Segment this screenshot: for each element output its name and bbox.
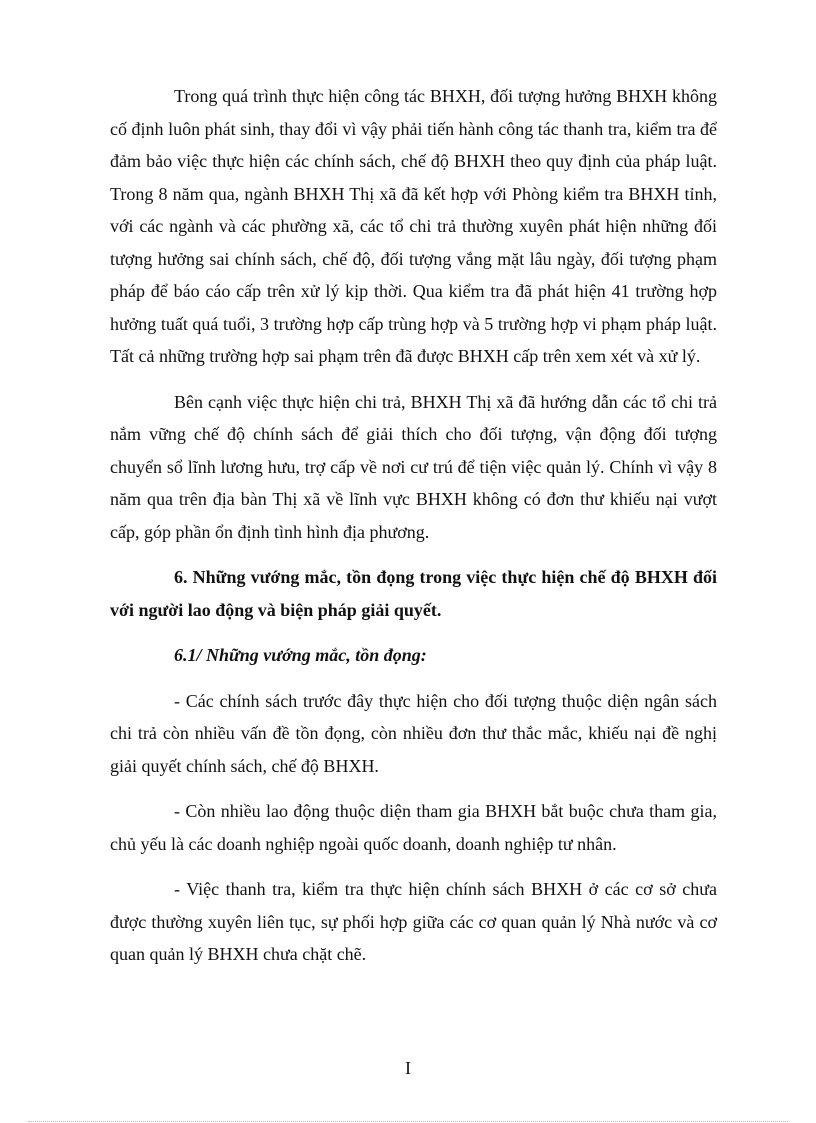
- section-heading: 6. Những vướng mắc, tồn đọng trong việc thực hiện chế độ BHXH đối với người lao động và biện pháp giải quyết.: [110, 567, 717, 620]
- subsection-heading: 6.1/ Những vướng mắc, tồn đọng:: [174, 645, 427, 665]
- page-number: I: [405, 1058, 411, 1078]
- body-paragraph: Bên cạnh việc thực hiện chi trả, BHXH Thị xã đã hướng dẫn các tổ chi trả nắm vững chế độ chính sách để giải thích cho đối tượng, vận động đối tượng chuyển sổ lĩnh lương hưu, trợ cấp về nơi cư trú để tiện việc quản lý. Chính vì vậy 8 năm qua trên địa bàn Thị xã về lĩnh vực BHXH không có đơn thư khiếu nại vượt cấp, góp phần ổn định tình hình địa phương.: [110, 391, 717, 542]
- list-item: - Việc thanh tra, kiểm tra thực hiện chính sách BHXH ở các cơ sở chưa được thường xuyên liên tục, sự phối hợp giữa các cơ quan quản lý Nhà nước và cơ quan quản lý BHXH chưa chặt chẽ.: [110, 879, 717, 964]
- page-bottom-divider: [28, 1121, 788, 1122]
- list-item: - Còn nhiều lao động thuộc diện tham gia BHXH bắt buộc chưa tham gia, chủ yếu là các doanh nghiệp ngoài quốc doanh, doanh nghiệp tư nhân.: [110, 801, 717, 854]
- document-body: [110, 80, 717, 984]
- list-item: - Các chính sách trước đây thực hiện cho đối tượng thuộc diện ngân sách chi trả còn nhiều vấn đề tồn đọng, còn nhiều đơn thư thắc mắc, khiếu nại đề nghị giải quyết chính sách, chế độ BHXH.: [110, 690, 717, 776]
- body-paragraph: Trong quá trình thực hiện công tác BHXH, đối tượng hưởng BHXH không cố định luôn phát sinh, thay đổi vì vậy phải tiến hành công tác thanh tra, kiểm tra để đảm bảo việc thực hiện các chính sách, chế độ BHXH theo quy định của pháp luật. Trong 8 năm qua, ngành BHXH Thị xã đã kết hợp với Phòng kiểm tra BHXH tỉnh, với các ngành và các phường xã, các tổ chi trả thường xuyên phát hiện những đối tượng hưởng sai chính sách, chế độ, đối tượng vắng mặt lâu ngày, đối tượng phạm pháp để báo cáo cấp trên xử lý kịp thời. Qua kiểm tra đã phát hiện 41 trường hợp hưởng tuất quá tuổi, 3 trường hợp cấp trùng hợp và 5 trường hợp vi phạm pháp luật. Tất cả những trường hợp sai phạm trên đã được BHXH cấp trên xem xét và xử lý.: [110, 86, 717, 366]
